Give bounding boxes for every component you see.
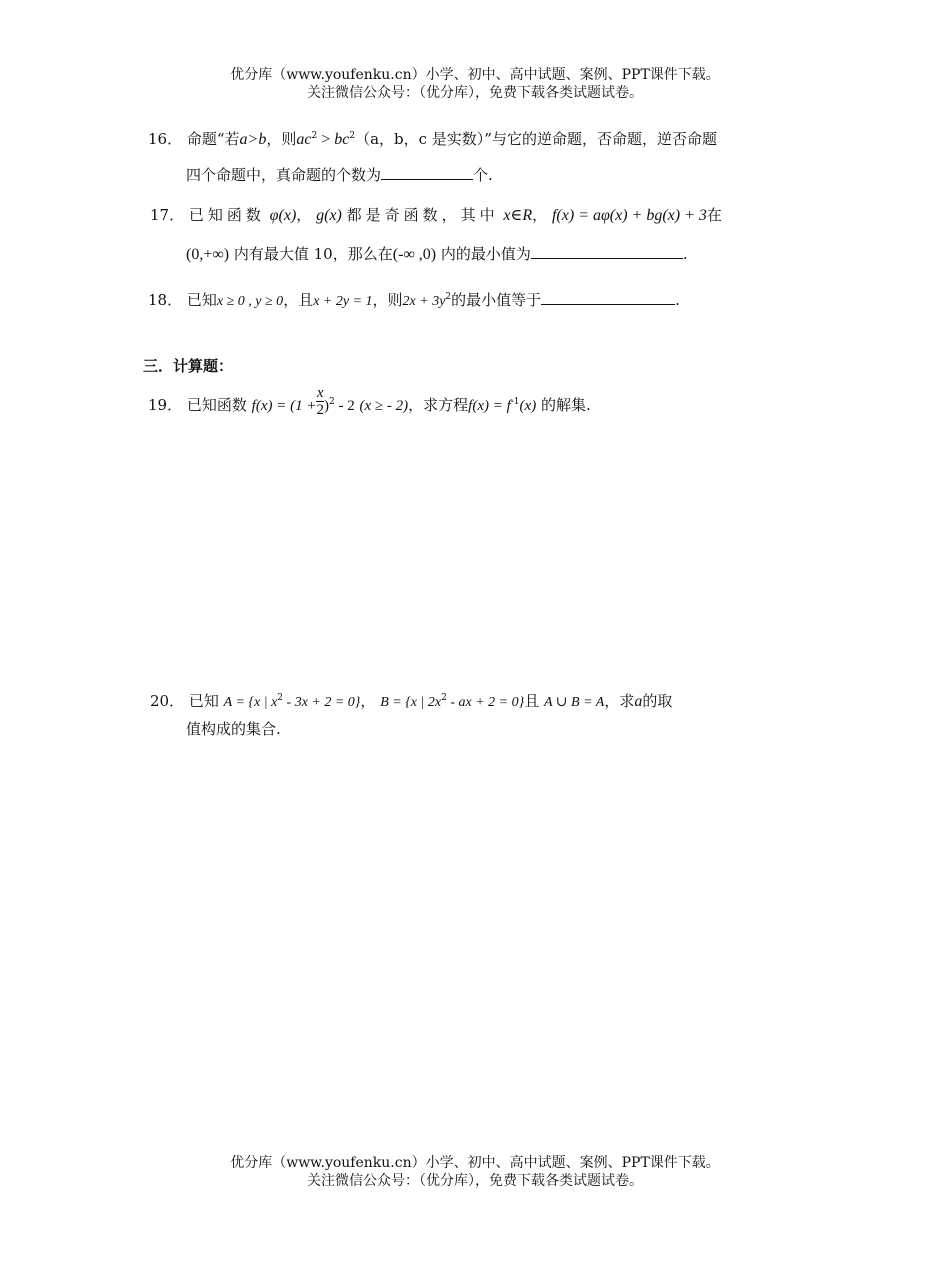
question-18 [148,287,680,312]
q17-text-mid: 都是奇函数，其中 [346,206,499,224]
q18-text-post: 的最小值等于 [451,291,542,309]
q17-line2-mid: 内有最大值 10，那么在 [233,245,393,263]
question-number: 18． [148,291,183,309]
q18-equation: x + 2y = 1 [313,294,373,309]
fraction-numerator: x [316,384,324,401]
q20-set-a-part1: A = {x | x [223,695,278,710]
q19-text-pre: 已知函数 [186,396,247,414]
section-title: 三．计算题： [143,357,234,375]
q16-ineq-right: bc [334,131,350,148]
footer-line-1: 优分库（www.youfenku.cn）小学、初中、高中试题、案例、PPT课件下载。 [230,1155,720,1171]
q19-fraction [316,385,324,418]
q17-text-post: 在 [706,206,722,224]
q19-equation-rhs: (x) [519,398,537,414]
q17-function: f(x) = aφ(x) + bg(x) + 3 [551,207,707,224]
q17-text-pre: 已知函数 [188,206,265,224]
question-16-line-2 [186,165,493,185]
question-19 [148,384,591,418]
q18-condition: x ≥ 0 , y ≥ 0 [216,294,284,309]
q16-line2-pre: 四个命题中，真命题的个数为 [186,166,382,184]
q19-function-rparen: ) [323,398,329,414]
q18-text-pre: 已知 [186,291,217,309]
q20-text-mid2: ，求 [604,692,635,710]
q19-function-lhs: f(x) = (1 + [251,398,317,414]
question-number: 17． [150,206,185,224]
q17-condition: x∈R [503,207,533,224]
q19-exponent: 2 [328,397,335,407]
q17-sep: ， [296,206,312,224]
page-footer [0,1154,950,1190]
q20-set-b-exponent: 2 [441,693,447,703]
q16-line2-post: 个. [473,166,493,184]
q20-set-a-exponent: 2 [277,693,284,703]
q18-exponent: 2 [445,292,452,302]
question-17 [150,205,722,226]
question-16 [148,126,717,150]
q16-exponent-1: 2 [311,131,318,141]
question-number: 19． [148,396,183,414]
header-line-1: 优分库（www.youfenku.cn）小学、初中、高中试题、案例、PPT课件下载。 [230,67,720,83]
q17-g: g(x) [316,207,342,224]
q19-domain: (x ≥ - 2) [359,398,409,414]
question-number: 16． [148,130,183,148]
q20-text-mid: 且 [524,692,540,710]
q17-phi: φ(x) [269,207,297,224]
q17-end: . [682,245,688,263]
q17-comma: ， [532,206,548,224]
q18-expression: 2x + 3y [402,294,446,309]
q20-set-a-part2: - 3x + 2 = 0} [283,695,361,710]
q19-inverse-exponent: -1 [510,397,520,407]
q18-text-mid: ，且 [283,291,314,309]
q20-text-pre: 已知 [188,692,219,710]
answer-blank[interactable] [531,244,683,259]
q19-equation-lhs: f(x) = f [468,398,511,414]
answer-blank[interactable] [381,165,473,180]
page-header [0,66,950,102]
q16-ineq-op: > [317,131,335,148]
q17-interval-2: (-∞ ,0) [392,246,437,263]
fraction-denominator: 2 [316,401,324,418]
q16-text-post: ”与它的逆命题，否命题，逆否命题 [484,130,717,148]
footer-line-2: 关注微信公众号：（优分库），免费下载各类试题试卷。 [307,1173,643,1189]
q16-paren-note: （a，b，c 是实数） [355,130,485,148]
question-17-line-2 [186,244,688,265]
q20-set-b-part1: B = {x | 2x [380,695,442,710]
q16-exponent-2: 2 [349,131,356,141]
question-20-line-2: 值构成的集合. [186,720,281,738]
question-20 [150,688,672,713]
q20-sep: ， [360,692,376,710]
q19-function-tail: - 2 [334,398,355,414]
header-line-2: 关注微信公众号：（优分库），免费下载各类试题试卷。 [307,85,643,101]
question-number: 20． [150,692,185,710]
q20-text-post: 的取 [642,692,673,710]
q20-set-b-part2: - ax + 2 = 0} [446,695,525,710]
q18-text-mid2: ，则 [372,291,403,309]
q17-interval-1: (0,+∞) [186,246,230,263]
q16-text-pre: 命题“若 [186,130,240,148]
q16-text-mid: ，则 [266,130,297,148]
q19-text-post: 的解集. [540,396,591,414]
q17-line2-post: 内的最小值为 [440,245,531,263]
q16-condition: a>b [239,131,267,148]
q18-end: . [675,291,680,309]
q20-union: A ∪ B = A [543,695,605,710]
q19-text-mid: ，求方程 [408,396,469,414]
answer-blank[interactable] [541,290,675,305]
q20-variable: a [634,693,643,710]
q16-ineq-left: ac [296,131,312,148]
